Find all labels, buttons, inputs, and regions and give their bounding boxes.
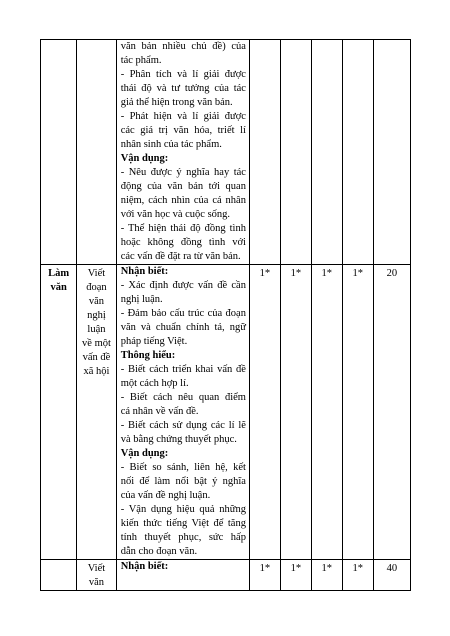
count-cell: 1* [342, 265, 373, 560]
level-heading: Vận dụng: [120, 153, 169, 164]
content-line: - Biết cách triển khai vấn đề [120, 364, 246, 375]
content-line: - Biết so sánh, liên hệ, kết [120, 462, 246, 473]
total-cell [373, 40, 410, 265]
count-cell: 1* [342, 560, 373, 591]
unit-line: Viết [87, 268, 106, 279]
content-line: của vấn đề nghị luận. [120, 490, 211, 501]
content-line: nghị luận. [120, 294, 163, 305]
count-cell [342, 40, 373, 265]
content-line: - Biết cách sử dụng các lí lẽ [120, 420, 246, 431]
count-cell [280, 40, 311, 265]
count-cell: 1* [280, 265, 311, 560]
count-cell: 1* [280, 560, 311, 591]
matrix-table [40, 39, 411, 591]
content-line: với văn học và cuộc sống. [120, 209, 231, 220]
level-heading: Vận dụng: [120, 448, 169, 459]
content-cell [116, 265, 249, 560]
content-cell [116, 560, 249, 591]
unit-line: văn [88, 296, 105, 307]
content-line: - Thể hiện thái độ đồng tình [120, 223, 246, 234]
content-line: tác phẩm. [120, 55, 162, 66]
content-line: nối để làm nổi bật ý nghĩa [120, 476, 246, 487]
content-line: - Nêu được ý nghĩa hay tác [120, 167, 246, 178]
content-line: - Phân tích và lí giải được [120, 69, 246, 80]
content-line: hoặc không đồng tình với [120, 237, 246, 248]
content-line: các giá trị văn hóa, triết lí [120, 125, 246, 136]
unit-cell [77, 560, 116, 591]
content-line: pháp tiếng Việt. [120, 336, 188, 347]
content-line: nhân sinh của tác phẩm. [120, 139, 222, 150]
total-cell: 40 [373, 560, 410, 591]
unit-line: xã hội [83, 366, 110, 377]
content-line: và bằng chứng thuyết phục. [120, 434, 237, 445]
area-cell [41, 40, 77, 265]
content-line: cá nhân về vấn đề. [120, 406, 199, 417]
unit-cell [77, 265, 116, 560]
content-line: văn và chuẩn chính tả, ngữ [120, 322, 246, 333]
content-blank [121, 574, 246, 588]
content-line: - Phát hiện và lí giải được [120, 111, 246, 122]
count-cell [249, 40, 280, 265]
content-line: văn bản nhiều chủ đề) của [120, 41, 246, 52]
level-heading: Nhận biết: [120, 561, 169, 572]
content-line: các vấn đề đặt ra từ văn bản. [120, 251, 241, 262]
content-line: một cách hợp lí. [120, 378, 189, 389]
unit-line: về một [82, 338, 111, 349]
content-line: thái độ và tư tưởng của tác [120, 83, 246, 94]
content-line: giả thể hiện trong văn bản. [120, 97, 233, 108]
count-cell: 1* [311, 560, 342, 591]
content-line: niệm, cách nhìn của cá nhân [120, 195, 246, 206]
count-cell: 1* [249, 560, 280, 591]
unit-cell [77, 40, 116, 265]
count-cell: 1* [311, 265, 342, 560]
unit-line: luận [87, 324, 106, 335]
level-heading: Nhận biết: [120, 266, 169, 277]
table-row [41, 40, 411, 265]
level-heading: Thông hiểu: [120, 350, 176, 361]
unit-line: nghị [87, 310, 106, 321]
total-cell: 20 [373, 265, 410, 560]
content-line: - Biết cách nêu quan điểm [120, 392, 246, 403]
content-line: dẫn cho đoạn văn. [120, 546, 198, 557]
matrix-body [41, 40, 411, 591]
unit-line: vấn đề [82, 352, 111, 363]
area-cell [41, 560, 77, 591]
content-line: - Đảm bảo cấu trúc của đoạn [120, 308, 246, 319]
content-line: kiến thức tiếng Việt để tăng [120, 518, 246, 529]
content-line: tính thuyết phục, sức hấp [120, 532, 246, 543]
unit-line: đoạn [86, 282, 107, 293]
table-row [41, 265, 411, 560]
content-line: - Xác định được vấn đề cần [120, 280, 246, 291]
count-cell: 1* [249, 265, 280, 560]
area-cell: Làm văn [41, 265, 77, 560]
content-line: động của văn bản tới quan [120, 181, 246, 192]
unit-line: văn [88, 577, 105, 588]
content-cell [116, 40, 249, 265]
content-line: - Vận dụng hiệu quả những [120, 504, 246, 515]
count-cell [311, 40, 342, 265]
unit-line: Viết [87, 563, 106, 574]
table-row [41, 560, 411, 591]
